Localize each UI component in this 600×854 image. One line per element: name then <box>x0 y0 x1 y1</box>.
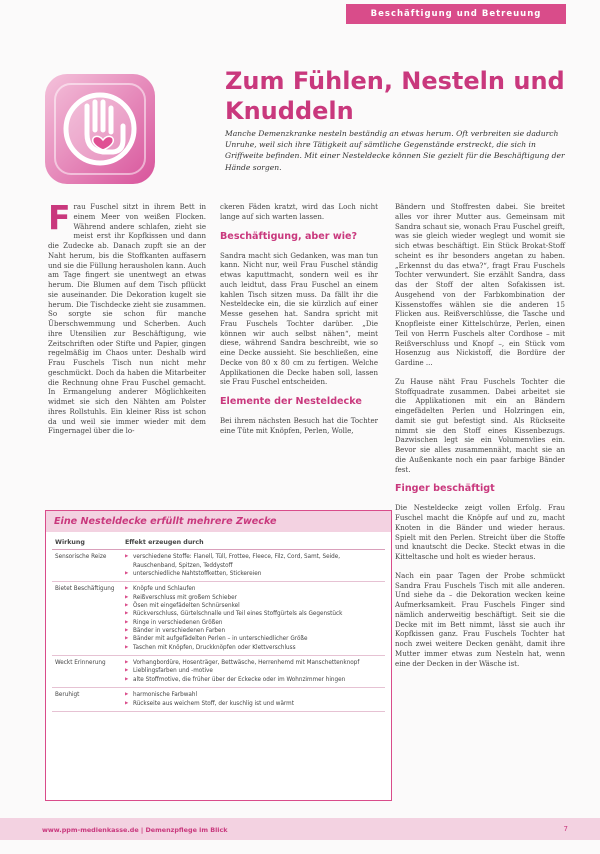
text-column-2 <box>220 202 378 445</box>
column-header-effekt: Effekt erzeugen durch <box>122 538 385 550</box>
list-item: ▶ Rückseite aus weichem Stoff, der kuschlig ist und wärmt <box>125 700 382 708</box>
list-item: ▶ harmonische Farbwahl <box>125 691 382 699</box>
body-paragraph: Die Nesteldecke zeigt vollen Erfolg. Frau Fuschel macht die Knöpfe auf und zu, macht Knoten in die Bänder und wieder heraus. Spielt mit den Perlen. Streicht über die Stoffe und knautscht die Decke. Steckt etwas in die Kitteltasche und holt es wieder heraus. <box>395 503 565 561</box>
list-item: ▶ unterschiedliche Nahtstoffketten, Stickereien <box>125 570 382 578</box>
wirkung-cell: Weckt Erinnerung <box>52 656 122 688</box>
list-item: ▶ Ringe in verschiedenen Größen <box>125 619 382 627</box>
list-item: ▶ Lieblingsfarben und -motive <box>125 667 382 675</box>
body-paragraph: Zu Hause näht Frau Fuschels Tochter die Stoffquadrate zusammen. Dabei arbeitet sie die Applikationen mit ein an Bändern eingefädelten Perlen und Holzringen ein, damit sie gut befestigt sind. Als Rückseite nimmt sie den Stoff eines Kissenbezugs. Dazwischen legt sie ein Volumenvlies ein. Bevor sie alles zusammennäht, macht sie an die Außenkante noch ein paar farbige Bänder fest. <box>395 376 565 474</box>
wirkung-cell: Sensorische Reize <box>52 550 122 582</box>
table-row <box>52 656 385 688</box>
list-item: ▶ Taschen mit Knöpfen, Druckknöpfen oder Klettverschluss <box>125 644 382 652</box>
lead-paragraph: Manche Demenzkranke nesteln beständig an etwas herum. Oft verbreiten sie dadurch Unruhe, weil sich ihre Tätigkeit auf sämtliche Gegenstände erstreckt, die sich in Griffweite befinden. Mit einer Nesteldecke können Sie gezielt für die Beschäftigung der Hände sorgen. <box>225 129 565 172</box>
body-paragraph: Bei ihrem nächsten Besuch hat die Tochter eine Tüte mit Knöpfen, Perlen, Wolle, <box>220 416 378 435</box>
table-row <box>52 688 385 712</box>
effekt-cell <box>122 582 385 656</box>
list-item: ▶ verschiedene Stoffe: Flanell, Tüll, Frottee, Fleece, Filz, Cord, Samt, Seide, Rauschenband, Spitzen, Teddystoff <box>125 553 382 570</box>
footer-source: www.ppm-medienkasse.de | Demenzpflege im Blick <box>42 826 228 834</box>
list-item: ▶ Vorhangbordüre, Hosenträger, Bettwäsche, Herrenhemd mit Manschettenknopf <box>125 659 382 667</box>
info-box <box>45 510 392 801</box>
text-column-1 <box>48 198 206 445</box>
list-item: ▶ Knöpfe und Schlaufen <box>125 585 382 593</box>
body-paragraph: rau Fuschel sitzt in ihrem Bett in einem Meer von weißen Flocken. Während andere schlafen, zieht sie meist erst ihr Kopfkissen und dann die Zudecke ab. Danach zupft sie an der Naht herum, bis die Stoffkanten auffasern und sie die Füllung herausholen kann. Auch am Tage fingert sie unentwegt an etwas herum. Die Blumen auf dem Tisch pflückt sie auseinander. Die Dekoration kugelt sie herum. Die Tischdecke zieht sie zusammen. So sorgte sie schon für manche Überschwemmung und Scherben. Auch ihre Utensilien zur Beschäftigung, wie Zeitschriften oder Stifte und Papier, gingen regelmäßig im Chaos unter. Deshalb wird Frau Fuschels Tisch nun nicht mehr geschmückt. Doch da haben die Mitarbeiter die Rechnung ohne Frau Fuschel gemacht. In Ermangelung anderer Möglichkeiten widmet sie sich den Nähten am Polster ihres Rollstuhls. Ein kleiner Riss ist schon da und weil sie immer wieder mit dem Fingernagel über die lo- <box>48 202 206 436</box>
list-item: ▶ Bänder in verschiedenen Farben <box>125 627 382 635</box>
body-paragraph: ckeren Fäden kratzt, wird das Loch nicht lange auf sich warten lassen. <box>220 202 378 221</box>
info-table <box>52 538 385 712</box>
body-paragraph: Nach ein paar Tagen der Probe schmückt Sandra Frau Fuschels Tisch mit alle anderen. Und siehe da – die Dekoration wecken keine Aufmerksamkeit. Frau Fuschels Finger sind nämlich anderweitig beschäftigt. Seit sie die Decke mit im Bett nimmt, lässt sie auch ihr Kopfkissen ganz. Frau Fuschels Tochter hat noch zwei weitere Decken genäht, damit ihre Mutter immer etwas zum Nesteln hat, wenn eine der Decken in der Wäsche ist. <box>395 570 565 668</box>
wirkung-cell: Bietet Beschäftigung <box>52 582 122 656</box>
body-paragraph: Sandra macht sich Gedanken, was man tun kann. Nicht nur, weil Frau Fuschel ständig etwas kaputtmacht, sondern weil es ihr auch leidtut, dass Frau Fuschel an einem kahlen Tisch sitzen muss. Da fällt ihr die Nesteldecke ein, die sie kürzlich auf einer Messe gesehen hat. Sandra spricht mit Frau Fuschels Tochter darüber. „Die können wir auch selbst nähen“, meint diese, während Sandra beschreibt, wie so eine Decke aussieht. Sie beschließen, eine Decke von 80 x 80 cm zu fertigen. Welche Applikationen die Decke haben soll, lassen sie Frau Fuschel entscheiden. <box>220 250 378 387</box>
list-item: ▶ Bänder mit aufgefädelten Perlen – in unterschiedlicher Größe <box>125 635 382 643</box>
list-item: ▶ Rückverschluss, Gürtelschnalle und Teil eines Stoffgürtels als Gegenstück <box>125 610 382 618</box>
effekt-cell <box>122 688 385 712</box>
wirkung-cell: Beruhigt <box>52 688 122 712</box>
body-paragraph: Bändern und Stoffresten dabei. Sie breitet alles vor ihrer Mutter aus. Gemeinsam mit Sandra schaut sie, wonach Frau Fuschel greift, was sie gleich wieder weglegt und womit sie sich etwas beschäftigt. Ein Stück Brokat-Stoff scheint es ihr besonders angetan zu haben. „Erkennst du das etwa?“, fragt Frau Fuschels Tochter verwundert. Sie erzählt Sandra, dass das der Stoff der alten Sofakissen ist. Ausgehend von der Farbkombination der Kissenstoffes wählen sie die anderen 15 Flicken aus. Reißverschlüsse, die Tasche und Knopfleiste einer Kittelschürze, Perlen, einen Teil von Herrn Fuschels alter Cordhose – mit Reißverschluss und Knopf –, ein Stück vom Hosenzug aus Nickistoff, die Bordüre der Gardine ... <box>395 202 565 367</box>
subheading: Beschäftigung, aber wie? <box>220 230 358 242</box>
hand-heart-icon <box>43 72 157 186</box>
table-row <box>52 582 385 656</box>
drop-cap: F <box>48 198 71 237</box>
subheading: Elemente der Nesteldecke <box>220 396 362 407</box>
subheading: Finger beschäftigt <box>395 483 495 495</box>
column-header-wirkung: Wirkung <box>52 538 122 550</box>
list-item: ▶ alte Stoffmotive, die früher über der Eckecke oder im Wohnzimmer hingen <box>125 676 382 684</box>
text-column-3 <box>395 202 565 677</box>
effekt-cell <box>122 550 385 582</box>
table-row <box>52 550 385 582</box>
list-item: ▶ Reißverschluss mit großem Schieber <box>125 594 382 602</box>
page-number: 7 <box>563 825 568 833</box>
list-item: ▶ Ösen mit eingefädelten Schnürsenkel <box>125 602 382 610</box>
info-box-title: Eine Nesteldecke erfüllt mehrere Zwecke <box>46 511 391 532</box>
effekt-cell <box>122 656 385 688</box>
page-title: Zum Fühlen, Nesteln und Knuddeln <box>225 67 565 125</box>
section-tag: Beschäftigung und Betreuung <box>346 4 566 24</box>
